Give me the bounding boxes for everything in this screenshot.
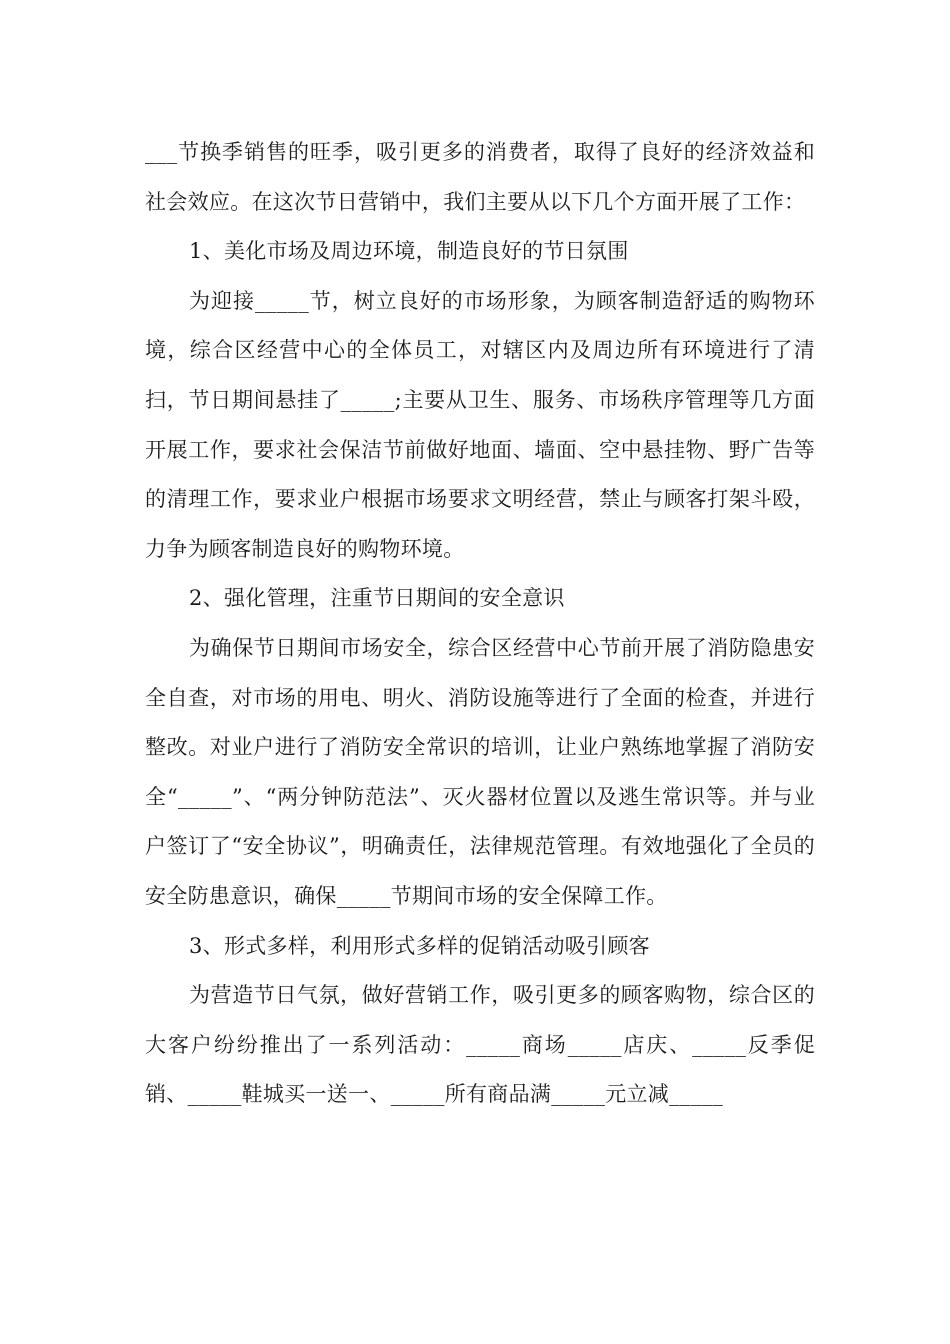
- paragraph-section-3: 为营造节日气氛，做好营销工作，吸引更多的顾客购物，综合区的大客户纷纷推出了一系列活动：_____商场_____店庆、_____反季促销、_____鞋城买一送一、_____所有商品满_____元立减_____: [145, 983, 815, 1107]
- paragraph-section-1: 为迎接_____节，树立良好的市场形象，为顾客制造舒适的购物环境，综合区经营中心的全体员工，对辖区内及周边所有环境进行了清扫，节日期间悬挂了_____;主要从卫生、服务、市场秩序管理等几方面开展工作，要求社会保洁节前做好地面、墙面、空中悬挂物、野广告等的清理工作，要求业户根据市场要求文明经营，禁止与顾客打架斗殴，力争为顾客制造良好的购物环境。: [145, 288, 815, 561]
- paragraph-intro: ___节换季销售的旺季，吸引更多的消费者，取得了良好的经济效益和社会效应。在这次节日营销中，我们主要从以下几个方面开展了工作：: [145, 140, 815, 214]
- paragraph-section-2: 为确保节日期间市场安全，综合区经营中心节前开展了消防隐患安全自查，对市场的用电、明火、消防设施等进行了全面的检查，并进行整改。对业户进行了消防安全常识的培训，让业户熟练地掌握了消防安全“_____”、“两分钟防范法”、灭火器材位置以及逃生常识等。并与业户签订了“安全协议”，明确责任，法律规范管理。有效地强化了全员的安全防患意识，确保_____节期间市场的安全保障工作。: [145, 635, 815, 908]
- section-heading-2: 2、强化管理，注重节日期间的安全意识: [189, 586, 565, 611]
- section-heading-3: 3、形式多样，利用形式多样的促销活动吸引顾客: [189, 933, 650, 958]
- section-heading-1: 1、美化市场及周边环境，制造良好的节日氛围: [189, 239, 629, 264]
- document-body: [145, 128, 815, 1120]
